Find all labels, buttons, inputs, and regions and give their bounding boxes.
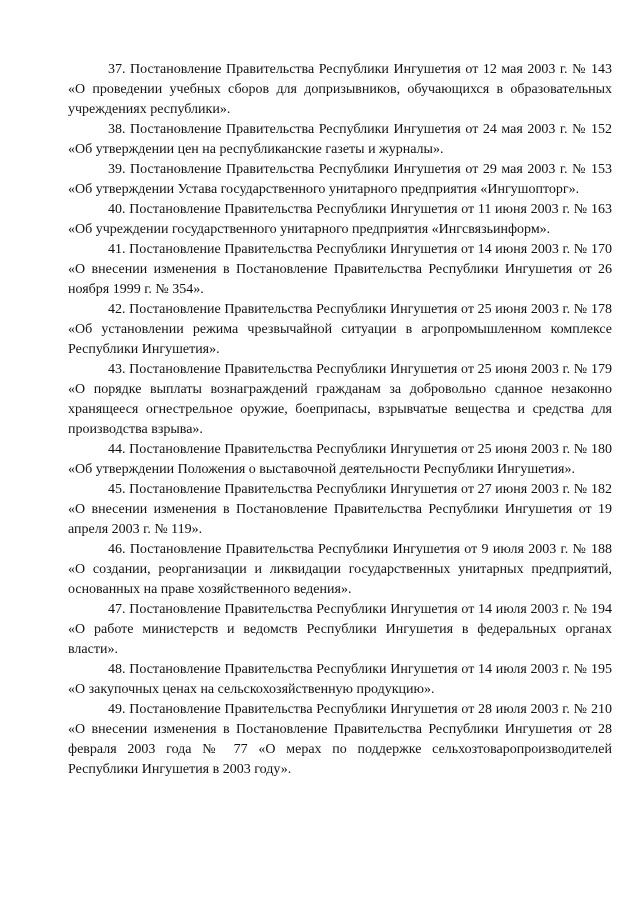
list-item: 39. Постановление Правительства Республики Ингушетия от 29 мая 2003 г. № 153 «Об утверждении Устава государственного унитарного предприятия «Ингушопторг». <box>68 162 612 197</box>
list-item: 42. Постановление Правительства Республики Ингушетия от 25 июня 2003 г. № 178 «Об установлении режима чрезвычайной ситуации в агропромышленном комплексе Республики Ингушетия». <box>68 302 612 357</box>
list-item: 45. Постановление Правительства Республики Ингушетия от 27 июня 2003 г. № 182 «О внесении изменения в Постановление Правительства Республики Ингушетия от 19 апреля 2003 г. № 119». <box>68 482 612 537</box>
list-item: 44. Постановление Правительства Республики Ингушетия от 25 июня 2003 г. № 180 «Об утверждении Положения о выставочной деятельности Республики Ингушетия». <box>68 442 612 477</box>
list-item: 40. Постановление Правительства Республики Ингушетия от 11 июня 2003 г. № 163 «Об учреждении государственного унитарного предприятия «Ингсвязьинформ». <box>68 202 612 237</box>
list-item: 49. Постановление Правительства Республики Ингушетия от 28 июля 2003 г. № 210 «О внесении изменения в Постановление Правительства Республики Ингушетия от 28 февраля 2003 года № 77 «О мерах по поддержке сельхозтоваропроизводителей Республики Ингушетия в 2003 году». <box>68 702 612 777</box>
list-item: 41. Постановление Правительства Республики Ингушетия от 14 июня 2003 г. № 170 «О внесении изменения в Постановление Правительства Республики Ингушетия от 26 ноября 1999 г. № 354». <box>68 242 612 297</box>
list-item: 37. Постановление Правительства Республики Ингушетия от 12 мая 2003 г. № 143 «О проведении учебных сборов для допризывников, обучающихся в образовательных учреждениях республики». <box>68 62 612 117</box>
document-body <box>68 60 612 780</box>
list-item: 48. Постановление Правительства Республики Ингушетия от 14 июля 2003 г. № 195 «О закупочных ценах на сельскохозяйственную продукцию». <box>68 662 612 697</box>
list-item: 38. Постановление Правительства Республики Ингушетия от 24 мая 2003 г. № 152 «Об утверждении цен на республиканские газеты и журналы». <box>68 122 612 157</box>
list-item: 43. Постановление Правительства Республики Ингушетия от 25 июня 2003 г. № 179 «О порядке выплаты вознаграждений гражданам за добровольно сданное незаконно хранящееся огнестрельное оружие, боеприпасы, взрывчатые вещества и средства для производства взрыва». <box>68 362 612 437</box>
list-item: 47. Постановление Правительства Республики Ингушетия от 14 июля 2003 г. № 194 «О работе министерств и ведомств Республики Ингушетия в федеральных органах власти». <box>68 602 612 657</box>
list-item: 46. Постановление Правительства Республики Ингушетия от 9 июля 2003 г. № 188 «О создании, реорганизации и ликвидации государственных унитарных предприятий, основанных на праве хозяйственного ведения». <box>68 542 612 597</box>
